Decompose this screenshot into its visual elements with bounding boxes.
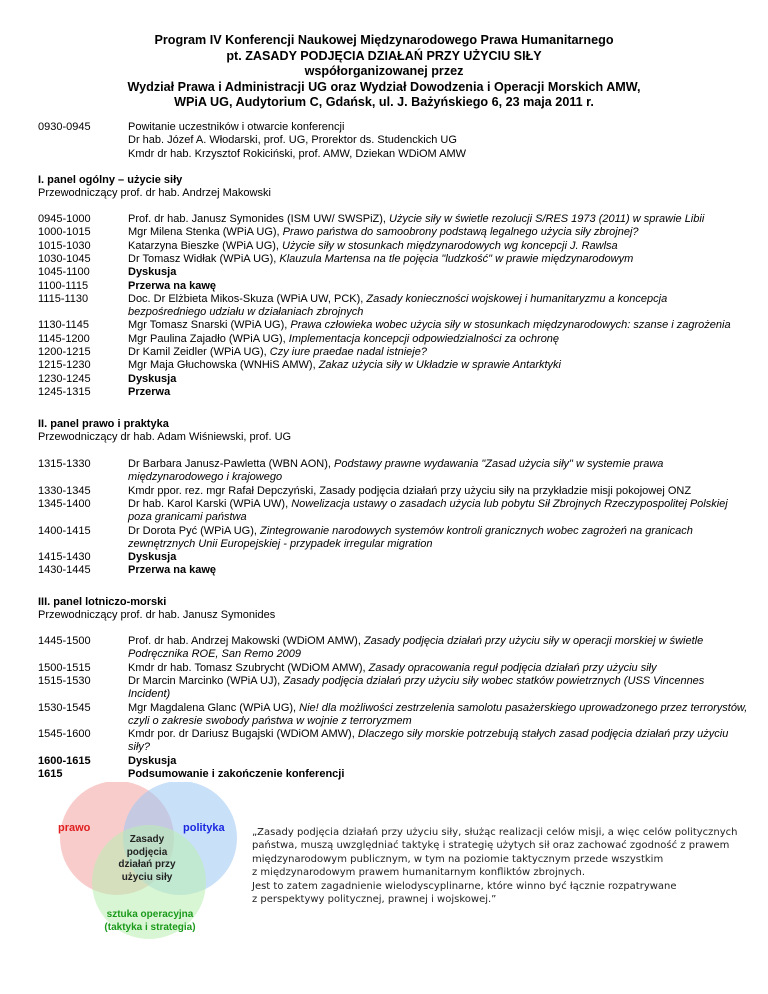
schedule-speaker: Kmdr por. dr Dariusz Bugajski (WDiOM AMW), <box>128 728 358 741</box>
schedule-speaker: Dyskusja <box>128 372 177 385</box>
schedule-row <box>38 373 748 386</box>
panel-3-title: III. panel lotniczo-morski <box>38 596 167 608</box>
schedule-speaker: Dr hab. Karol Karski (WPiA UW), <box>128 497 292 510</box>
schedule-speaker: Dyskusja <box>128 754 177 767</box>
panel-2-chair: Przewodniczący dr hab. Adam Wiśniewski, prof. UG <box>38 431 292 443</box>
venn-label-polityka: polityka <box>183 822 225 834</box>
quote-line-5: Jest to zatem zagadnienie wielodyscyplinarne, które winno być łącznie rozpatrywane <box>252 880 677 892</box>
schedule-time: 1245-1315 <box>38 385 91 398</box>
schedule-speaker: Mgr Tomasz Snarski (WPiA UG), <box>128 319 291 332</box>
schedule-entry <box>128 551 748 564</box>
schedule-entry <box>128 702 748 729</box>
schedule-row <box>38 386 748 399</box>
schedule-topic: Czy iure praedae nadal istnieje? <box>269 346 427 358</box>
schedule-time: 1400-1415 <box>38 524 91 537</box>
schedule-row <box>38 498 748 525</box>
schedule-entry <box>128 485 748 498</box>
opening-row <box>38 121 748 161</box>
schedule-topic: Klauzula Martensa na tle pojęcia "ludzkość" w prawie międzynarodowym <box>279 252 634 265</box>
schedule-speaker: Mgr Milena Stenka (WPiA UG), <box>128 226 283 239</box>
schedule-topic: Dlaczego siły morskie potrzebują stałych zasad podjęcia działań przy użyciu siły? <box>128 728 729 754</box>
schedule-entry <box>128 662 748 675</box>
schedule-speaker: Przerwa na kawę <box>128 564 217 577</box>
opening-time: 0930-0945 <box>38 121 91 133</box>
schedule-row <box>38 226 748 239</box>
schedule-row <box>38 551 748 564</box>
schedule-speaker: Doc. Dr Elżbieta Mikos-Skuza (WPiA UW, PCK), <box>128 292 367 305</box>
schedule-row <box>38 755 748 768</box>
schedule-topic: Prawo państwa do samoobrony podstawą legalnego użycia siły zbrojnej? <box>282 226 639 239</box>
schedule-topic: Podstawy prawne wydawania "Zasad użycia siły" w systemie prawa międzynarodowego i krajowego <box>128 458 664 484</box>
schedule-row <box>38 280 748 293</box>
venn-center-line-4: użyciu siły <box>121 871 173 883</box>
schedule-time: 1115-1130 <box>38 292 89 305</box>
schedule-row <box>38 635 748 662</box>
panel-1-title: I. panel ogólny – użycie siły <box>38 174 183 186</box>
schedule-speaker: Katarzyna Bieszke (WPiA UG), <box>128 239 283 252</box>
schedule-time: 1415-1430 <box>38 551 91 564</box>
schedule-speaker: Przerwa <box>128 385 171 398</box>
opening-line-3: Kmdr dr hab. Krzysztof Rokiciński, prof. AMW, Dziekan WDiOM AMW <box>128 147 467 160</box>
schedule-row <box>38 728 748 755</box>
schedule-speaker: Mgr Maja Głuchowska (WNHiS AMW), <box>128 359 319 372</box>
schedule-entry <box>128 213 748 226</box>
venn-center-label <box>107 834 187 884</box>
schedule-time: 1045-1100 <box>38 266 90 279</box>
schedule-row <box>38 485 748 498</box>
schedule-entry <box>128 253 748 266</box>
schedule-row <box>38 564 748 577</box>
schedule-time: 1530-1545 <box>38 701 91 714</box>
schedule-entry <box>128 333 748 346</box>
schedule-speaker: Dr Tomasz Widłak (WPiA UG), <box>128 252 280 265</box>
schedule-entry <box>128 280 748 293</box>
schedule-topic: Zasady podjęcia działań przy użyciu siły w operacji morskiej w świetle Podręcznika ROE, San Remo 2009 <box>128 635 704 661</box>
schedule-speaker: Dr Kamil Zeidler (WPiA UG), <box>128 346 270 358</box>
schedule-entry <box>128 386 748 399</box>
schedule-speaker: Kmdr dr hab. Tomasz Szubrycht (WDiOM AMW), <box>128 661 369 674</box>
schedule-time: 1500-1515 <box>38 661 91 674</box>
schedule-time: 1215-1230 <box>38 359 91 372</box>
schedule-row <box>38 525 748 552</box>
schedule-topic: Implementacja koncepcji odpowiedzialności za ochronę <box>288 332 560 345</box>
schedule-row <box>38 253 748 266</box>
schedule-topic: Prawa człowieka wobec użycia siły w stosunkach międzynarodowych: szanse i zagrożenia <box>290 319 731 332</box>
schedule-topic: Użycie siły w świetle rezolucji S/RES 1973 (2011) w sprawie Libii <box>389 213 705 225</box>
schedule-row <box>38 768 748 781</box>
venn-diagram <box>55 782 245 942</box>
schedule-entry <box>128 319 748 332</box>
schedule-entry <box>128 226 748 239</box>
venn-center-line-1: Zasady <box>129 834 165 845</box>
quote-line-2: państwa, muszą uwzględniać taktykę i strategię użytych sił oraz zachować zgodność z prawem <box>252 840 730 852</box>
schedule-entry <box>128 728 748 755</box>
quote-line-3: międzynarodowym publicznym, w tym na poziomie taktycznym przede wszystkim <box>252 853 664 865</box>
schedule-entry <box>128 635 748 662</box>
schedule-entry <box>128 458 748 485</box>
schedule-entry <box>128 525 748 552</box>
header-line-4: Wydział Prawa i Administracji UG oraz Wydział Dowodzenia i Operacji Morskich AMW, <box>127 79 641 94</box>
schedule-time: 1200-1215 <box>38 346 91 358</box>
header-line-3: współorganizowanej przez <box>304 64 464 79</box>
schedule-speaker: Prof. dr hab. Janusz Symonides (ISM UW/ SWSPiZ), <box>128 213 390 225</box>
schedule-time: 1000-1015 <box>38 226 91 239</box>
schedule-entry <box>128 293 748 320</box>
schedule-topic: Użycie siły w stosunkach międzynarodowych wg koncepcji J. Rawlsa <box>282 239 618 252</box>
schedule-time: 1315-1330 <box>38 458 91 470</box>
schedule-time: 0945-1000 <box>38 213 91 225</box>
schedule-row <box>38 293 748 320</box>
schedule-entry <box>128 373 748 386</box>
panel-3-chair: Przewodniczący prof. dr hab. Janusz Symonides <box>38 609 276 621</box>
schedule-speaker: Dr Marcin Marcinko (WPiA UJ), <box>128 674 284 687</box>
quote-line-4: z międzynarodowym prawem humanitarnym konfliktów zbrojnych. <box>252 867 586 879</box>
schedule-entry <box>128 266 748 279</box>
schedule-speaker: Dyskusja <box>128 266 177 279</box>
venn-bottom-line-2: (taktyka i strategia) <box>104 921 196 933</box>
quote-line-6: z perspektywy politycznej, prawnej i wojskowej.” <box>252 894 497 906</box>
schedule-row <box>38 359 748 372</box>
schedule-time: 1345-1400 <box>38 497 91 510</box>
panel-2-title: II. panel prawo i praktyka <box>38 418 169 430</box>
schedule-topic: Zasady podjęcia działań przy użyciu siły wobec statków powietrznych (USS Vincennes Incident) <box>128 674 705 701</box>
schedule-entry <box>128 564 748 577</box>
schedule-row <box>38 240 748 253</box>
schedule-entry <box>128 346 748 359</box>
quote-line-1: „Zasady podjęcia działań przy użyciu siły, służąc realizacji celów misji, a więc celów politycznych <box>252 827 738 838</box>
schedule-speaker: Przerwa na kawę <box>128 279 217 292</box>
schedule-time: 1545-1600 <box>38 728 91 741</box>
schedule-speaker: Mgr Paulina Zajadło (WPiA UG), <box>128 332 289 345</box>
schedule-topic: Zakaz użycia siły w Układzie w sprawie Antarktyki <box>318 359 561 372</box>
schedule-row <box>38 319 748 332</box>
schedule-time: 1030-1045 <box>38 252 91 265</box>
schedule-time: 1600-1615 <box>38 754 91 767</box>
schedule-time: 1015-1030 <box>38 239 91 252</box>
header-line-2: pt. ZASADY PODJĘCIA DZIAŁAŃ PRZY UŻYCIU SIŁY <box>226 48 542 63</box>
schedule-entry <box>128 359 748 372</box>
schedule-time: 1445-1500 <box>38 635 91 647</box>
schedule-time: 1230-1245 <box>38 372 91 385</box>
schedule-time: 1330-1345 <box>38 484 91 497</box>
schedule-time: 1430-1445 <box>38 564 91 577</box>
schedule-entry <box>128 755 748 768</box>
schedule-time: 1615 <box>38 768 63 780</box>
schedule-topic: Nie! dla możliwości zestrzelenia samolotu pasażerskiego uprowadzonego przez terrorystów, czyli o zakresie swobody państwa w wojnie z terroryzmem <box>128 701 748 727</box>
schedule-row <box>38 458 748 485</box>
schedule-row <box>38 333 748 346</box>
schedule-topic: Zasady konieczności wojskowej i humanitaryzmu a koncepcja bezpośredniego udziału w działaniach zbrojnych <box>128 292 668 319</box>
schedule-speaker: Prof. dr hab. Andrzej Makowski (WDiOM AMW), <box>128 635 364 647</box>
schedule-time: 1100-1115 <box>38 279 89 292</box>
schedule-row <box>38 702 748 729</box>
venn-label-sztuka <box>85 909 215 934</box>
venn-center-line-3: działań przy <box>118 859 176 870</box>
venn-label-prawo: prawo <box>58 822 91 834</box>
schedule-entry <box>128 675 748 702</box>
schedule-speaker: Kmdr ppor. rez. mgr Rafał Depczyński, Zasady podjęcia działań przy użyciu siły na przykładzie misji pokojowej ONZ <box>128 484 692 497</box>
schedule-time: 1145-1200 <box>38 332 90 345</box>
schedule-row <box>38 662 748 675</box>
schedule-row <box>38 675 748 702</box>
schedule-row <box>38 346 748 359</box>
opening-line-1: Powitanie uczestników i otwarcie konferencji <box>128 121 345 133</box>
schedule-speaker: Dyskusja <box>128 551 177 564</box>
schedule-row <box>38 213 748 226</box>
schedule-entry <box>128 240 748 253</box>
schedule-time: 1515-1530 <box>38 674 91 687</box>
schedule-entry <box>128 768 748 781</box>
schedule-entry <box>128 498 748 525</box>
document-header <box>30 33 738 111</box>
schedule-time: 1130-1145 <box>38 319 89 332</box>
schedule-row <box>38 266 748 279</box>
header-line-1: Program IV Konferencji Naukowej Międzynarodowego Prawa Humanitarnego <box>154 33 614 47</box>
opening-line-2: Dr hab. Józef A. Włodarski, prof. UG, Prorektor ds. Studenckich UG <box>128 134 457 147</box>
schedule-speaker: Mgr Magdalena Glanc (WPiA UG), <box>128 701 300 714</box>
schedule-topic: Zasady opracowania reguł podjęcia działań przy użyciu siły <box>368 661 657 674</box>
schedule-speaker: Podsumowanie i zakończenie konferencji <box>128 768 345 780</box>
schedule-topic: Nowelizacja ustawy o zasadach użycia lub pobytu Sił Zbrojnych Rzeczypospolitej Polskiej poza granicami państwa <box>128 497 728 524</box>
panel-1-chair: Przewodniczący prof. dr hab. Andrzej Makowski <box>38 187 271 199</box>
schedule-speaker: Dr Dorota Pyć (WPiA UG), <box>128 524 261 537</box>
closing-quote <box>252 826 742 906</box>
schedule-topic: Zintegrowanie narodowych systemów kontroli granicznych wobec zagrożeń na granicach zewnętrznych Unii Europejskiej - przypadek irregular migration <box>128 524 693 550</box>
header-line-5: WPiA UG, Audytorium C, Gdańsk, ul. J. Bażyńskiego 6, 23 maja 2011 r. <box>174 95 594 110</box>
venn-center-line-2: podjęcia <box>126 846 168 858</box>
venn-bottom-line-1: sztuka operacyjna <box>106 909 194 920</box>
schedule-speaker: Dr Barbara Janusz-Pawletta (WBN AON), <box>128 458 335 470</box>
